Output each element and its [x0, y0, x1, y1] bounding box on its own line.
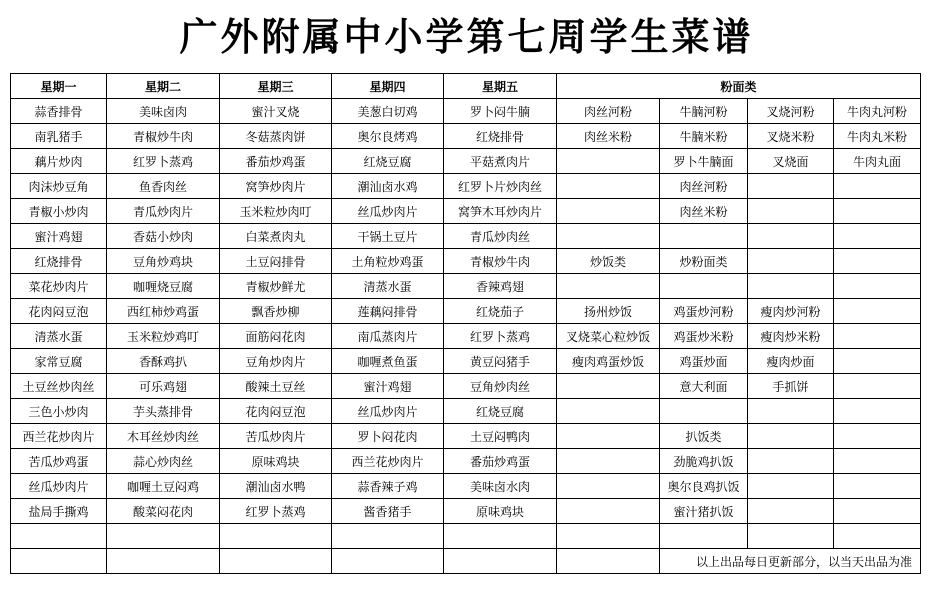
dish-cell: 鱼香肉丝 — [107, 174, 220, 199]
noodle-cell — [834, 424, 921, 449]
dish-cell: 丝瓜炒肉片 — [11, 474, 107, 499]
dish-cell: 红罗卜蒸鸡 — [220, 499, 332, 524]
dish-cell: 丝瓜炒肉片 — [332, 199, 444, 224]
noodle-cell — [748, 424, 834, 449]
noodle-cell — [557, 499, 660, 524]
noodle-cell — [748, 224, 834, 249]
noodle-cell: 鸡蛋炒河粉 — [660, 299, 748, 324]
noodle-cell: 扒饭类 — [660, 424, 748, 449]
dish-cell: 窝笋木耳炒肉片 — [444, 199, 557, 224]
dish-cell: 红罗卜蒸鸡 — [107, 149, 220, 174]
dish-cell: 蒜香辣子鸡 — [332, 474, 444, 499]
noodle-cell — [834, 274, 921, 299]
dish-cell: 香菇小炒肉 — [107, 224, 220, 249]
dish-cell: 蜜汁叉烧 — [220, 99, 332, 124]
dish-cell: 红烧排骨 — [11, 249, 107, 274]
noodle-cell: 扬州炒饭 — [557, 299, 660, 324]
dish-cell: 蜜汁鸡翅 — [332, 374, 444, 399]
dish-cell: 红烧茄子 — [444, 299, 557, 324]
noodle-cell: 牛肉丸米粉 — [834, 124, 921, 149]
dish-cell: 西兰花炒肉片 — [332, 449, 444, 474]
menu-row — [11, 374, 921, 399]
menu-row — [11, 399, 921, 424]
dish-cell: 家常豆腐 — [11, 349, 107, 374]
dish-cell: 窝笋炒肉片 — [220, 174, 332, 199]
dish-cell — [107, 524, 220, 549]
noodle-cell — [834, 299, 921, 324]
noodle-cell — [834, 524, 921, 549]
dish-cell: 三色小炒肉 — [11, 399, 107, 424]
dish-cell — [444, 524, 557, 549]
noodle-cell: 肉丝河粉 — [557, 99, 660, 124]
dish-cell: 红烧排骨 — [444, 124, 557, 149]
dish-cell: 干锅土豆片 — [332, 224, 444, 249]
noodle-cell — [557, 424, 660, 449]
noodle-cell — [834, 224, 921, 249]
noodle-cell — [660, 524, 748, 549]
noodle-cell: 蜜汁猪扒饭 — [660, 499, 748, 524]
noodle-cell — [834, 399, 921, 424]
noodle-cell: 鸡蛋炒米粉 — [660, 324, 748, 349]
noodle-cell — [557, 199, 660, 224]
noodle-cell: 叉烧面 — [748, 149, 834, 174]
dish-cell: 美葱白切鸡 — [332, 99, 444, 124]
dish-cell: 番茄炒鸡蛋 — [220, 149, 332, 174]
menu-row — [11, 199, 921, 224]
noodle-cell: 叉烧米粉 — [748, 124, 834, 149]
dish-cell: 土角粒炒鸡蛋 — [332, 249, 444, 274]
noodle-cell — [557, 149, 660, 174]
noodle-cell: 鸡蛋炒面 — [660, 349, 748, 374]
noodle-cell — [748, 449, 834, 474]
noodle-cell: 瘦肉炒面 — [748, 349, 834, 374]
dish-cell: 花肉闷豆泡 — [11, 299, 107, 324]
dish-cell: 冬菇蒸肉饼 — [220, 124, 332, 149]
dish-cell: 奥尔良烤鸡 — [332, 124, 444, 149]
empty-cell — [220, 549, 332, 574]
dish-cell: 蒜香排骨 — [11, 99, 107, 124]
noodle-cell — [557, 474, 660, 499]
dish-cell: 豆角炒肉丝 — [444, 374, 557, 399]
day-header: 星期一 — [11, 74, 107, 99]
menu-row — [11, 224, 921, 249]
noodle-cell — [557, 274, 660, 299]
dish-cell — [332, 524, 444, 549]
dish-cell: 美味卤肉 — [107, 99, 220, 124]
noodle-cell — [557, 449, 660, 474]
noodle-cell — [834, 474, 921, 499]
dish-cell: 蜜汁鸡翅 — [11, 224, 107, 249]
dish-cell: 青瓜炒肉片 — [107, 199, 220, 224]
empty-cell — [11, 549, 107, 574]
noodle-cell — [748, 499, 834, 524]
menu-table — [10, 73, 921, 574]
noodle-cell — [748, 174, 834, 199]
dish-cell: 美味卤水肉 — [444, 474, 557, 499]
noodle-cell: 肉丝米粉 — [557, 124, 660, 149]
noodle-cell — [834, 249, 921, 274]
dish-cell — [220, 524, 332, 549]
dish-cell: 肉沫炒豆角 — [11, 174, 107, 199]
day-header: 星期三 — [220, 74, 332, 99]
noodle-cell — [557, 374, 660, 399]
dish-cell: 罗卜闷花肉 — [332, 424, 444, 449]
dish-cell: 玉米粒炒鸡叮 — [107, 324, 220, 349]
noodle-cell: 奥尔良鸡扒饭 — [660, 474, 748, 499]
dish-cell: 豆角炒鸡块 — [107, 249, 220, 274]
dish-cell: 芋头蒸排骨 — [107, 399, 220, 424]
dish-cell: 盐局手撕鸡 — [11, 499, 107, 524]
footnote-row — [11, 549, 921, 574]
menu-row — [11, 124, 921, 149]
dish-cell: 菜花炒肉片 — [11, 274, 107, 299]
dish-cell: 南乳猪手 — [11, 124, 107, 149]
dish-cell: 藕片炒肉 — [11, 149, 107, 174]
dish-cell — [11, 524, 107, 549]
dish-cell: 清蒸水蛋 — [11, 324, 107, 349]
noodle-cell: 炒粉面类 — [660, 249, 748, 274]
dish-cell: 飘香炒柳 — [220, 299, 332, 324]
dish-cell: 可乐鸡翅 — [107, 374, 220, 399]
dish-cell: 南瓜蒸肉片 — [332, 324, 444, 349]
noodle-cell — [748, 399, 834, 424]
noodle-cell — [834, 199, 921, 224]
dish-cell: 苦瓜炒肉片 — [220, 424, 332, 449]
noodle-cell: 牛肉丸河粉 — [834, 99, 921, 124]
menu-row — [11, 424, 921, 449]
empty-cell — [107, 549, 220, 574]
noodle-cell — [834, 324, 921, 349]
dish-cell: 平菇煮肉片 — [444, 149, 557, 174]
dish-cell: 潮汕卤水鸡 — [332, 174, 444, 199]
noodle-header: 粉面类 — [557, 74, 921, 99]
dish-cell: 红烧豆腐 — [444, 399, 557, 424]
menu-row — [11, 449, 921, 474]
dish-cell: 红烧豆腐 — [332, 149, 444, 174]
dish-cell: 莲藕闷排骨 — [332, 299, 444, 324]
menu-row — [11, 474, 921, 499]
noodle-cell: 瘦肉鸡蛋炒饭 — [557, 349, 660, 374]
dish-cell: 原味鸡块 — [220, 449, 332, 474]
noodle-cell — [834, 449, 921, 474]
noodle-cell: 肉丝米粉 — [660, 199, 748, 224]
noodle-cell — [557, 399, 660, 424]
dish-cell: 香酥鸡扒 — [107, 349, 220, 374]
menu-row — [11, 324, 921, 349]
empty-cell — [332, 549, 444, 574]
day-header: 星期五 — [444, 74, 557, 99]
noodle-cell: 瘦肉炒米粉 — [748, 324, 834, 349]
dish-cell: 青椒炒牛肉 — [444, 249, 557, 274]
dish-cell: 黄豆闷猪手 — [444, 349, 557, 374]
menu-row — [11, 99, 921, 124]
noodle-cell — [748, 274, 834, 299]
menu-row — [11, 149, 921, 174]
noodle-cell — [748, 249, 834, 274]
noodle-cell — [834, 174, 921, 199]
dish-cell: 面筋闷花肉 — [220, 324, 332, 349]
menu-row — [11, 274, 921, 299]
menu-row — [11, 299, 921, 324]
noodle-cell: 肉丝河粉 — [660, 174, 748, 199]
noodle-cell: 罗卜牛腩面 — [660, 149, 748, 174]
menu-row — [11, 349, 921, 374]
menu-row — [11, 499, 921, 524]
dish-cell: 土豆闷排骨 — [220, 249, 332, 274]
dish-cell: 西兰花炒肉片 — [11, 424, 107, 449]
noodle-cell: 牛腩河粉 — [660, 99, 748, 124]
noodle-cell: 劲脆鸡扒饭 — [660, 449, 748, 474]
dish-cell: 酸菜闷花肉 — [107, 499, 220, 524]
day-header: 星期四 — [332, 74, 444, 99]
dish-cell: 番茄炒鸡蛋 — [444, 449, 557, 474]
noodle-cell: 叉烧菜心粒炒饭 — [557, 324, 660, 349]
dish-cell: 豆角炒肉片 — [220, 349, 332, 374]
noodle-cell: 炒饭类 — [557, 249, 660, 274]
dish-cell: 清蒸水蛋 — [332, 274, 444, 299]
noodle-cell — [834, 374, 921, 399]
empty-cell — [444, 549, 557, 574]
dish-cell: 咖喱烧豆腐 — [107, 274, 220, 299]
footnote: 以上出品每日更新部分，以当天出品为准 — [660, 549, 921, 574]
noodle-cell — [834, 499, 921, 524]
dish-cell: 罗卜闷牛腩 — [444, 99, 557, 124]
dish-cell: 西红柿炒鸡蛋 — [107, 299, 220, 324]
noodle-cell — [834, 349, 921, 374]
noodle-cell: 牛腩米粉 — [660, 124, 748, 149]
noodle-cell — [557, 524, 660, 549]
dish-cell: 青瓜炒肉丝 — [444, 224, 557, 249]
dish-cell: 咖喱土豆闷鸡 — [107, 474, 220, 499]
noodle-cell — [748, 474, 834, 499]
noodle-cell — [748, 524, 834, 549]
dish-cell: 苦瓜炒鸡蛋 — [11, 449, 107, 474]
dish-cell: 红罗卜蒸鸡 — [444, 324, 557, 349]
dish-cell: 土豆丝炒肉丝 — [11, 374, 107, 399]
dish-cell: 土豆闷鸭肉 — [444, 424, 557, 449]
noodle-cell — [660, 274, 748, 299]
menu-table-body — [11, 74, 921, 574]
dish-cell: 红罗卜片炒肉丝 — [444, 174, 557, 199]
menu-row — [11, 524, 921, 549]
day-header: 星期二 — [107, 74, 220, 99]
page-title: 广外附属中小学第七周学生菜谱 — [179, 14, 754, 59]
dish-cell: 咖喱煮鱼蛋 — [332, 349, 444, 374]
dish-cell: 青椒炒牛肉 — [107, 124, 220, 149]
dish-cell: 花肉闷豆泡 — [220, 399, 332, 424]
noodle-cell: 意大利面 — [660, 374, 748, 399]
noodle-cell — [557, 224, 660, 249]
header-row — [11, 74, 921, 99]
noodle-cell: 牛肉丸面 — [834, 149, 921, 174]
dish-cell: 原味鸡块 — [444, 499, 557, 524]
dish-cell: 青椒炒鲜尤 — [220, 274, 332, 299]
dish-cell: 白菜煮肉丸 — [220, 224, 332, 249]
dish-cell: 蒜心炒肉丝 — [107, 449, 220, 474]
menu-row — [11, 249, 921, 274]
dish-cell: 丝瓜炒肉片 — [332, 399, 444, 424]
noodle-cell — [748, 199, 834, 224]
dish-cell: 酸辣土豆丝 — [220, 374, 332, 399]
dish-cell: 酱香猪手 — [332, 499, 444, 524]
noodle-cell — [660, 224, 748, 249]
dish-cell: 香辣鸡翅 — [444, 274, 557, 299]
dish-cell: 潮汕卤水鸭 — [220, 474, 332, 499]
noodle-cell: 手抓饼 — [748, 374, 834, 399]
noodle-cell — [557, 174, 660, 199]
noodle-cell — [660, 399, 748, 424]
dish-cell: 木耳丝炒肉丝 — [107, 424, 220, 449]
dish-cell: 玉米粒炒肉叮 — [220, 199, 332, 224]
dish-cell: 青椒小炒肉 — [11, 199, 107, 224]
empty-cell — [557, 549, 660, 574]
noodle-cell: 瘦肉炒河粉 — [748, 299, 834, 324]
noodle-cell: 叉烧河粉 — [748, 99, 834, 124]
menu-row — [11, 174, 921, 199]
